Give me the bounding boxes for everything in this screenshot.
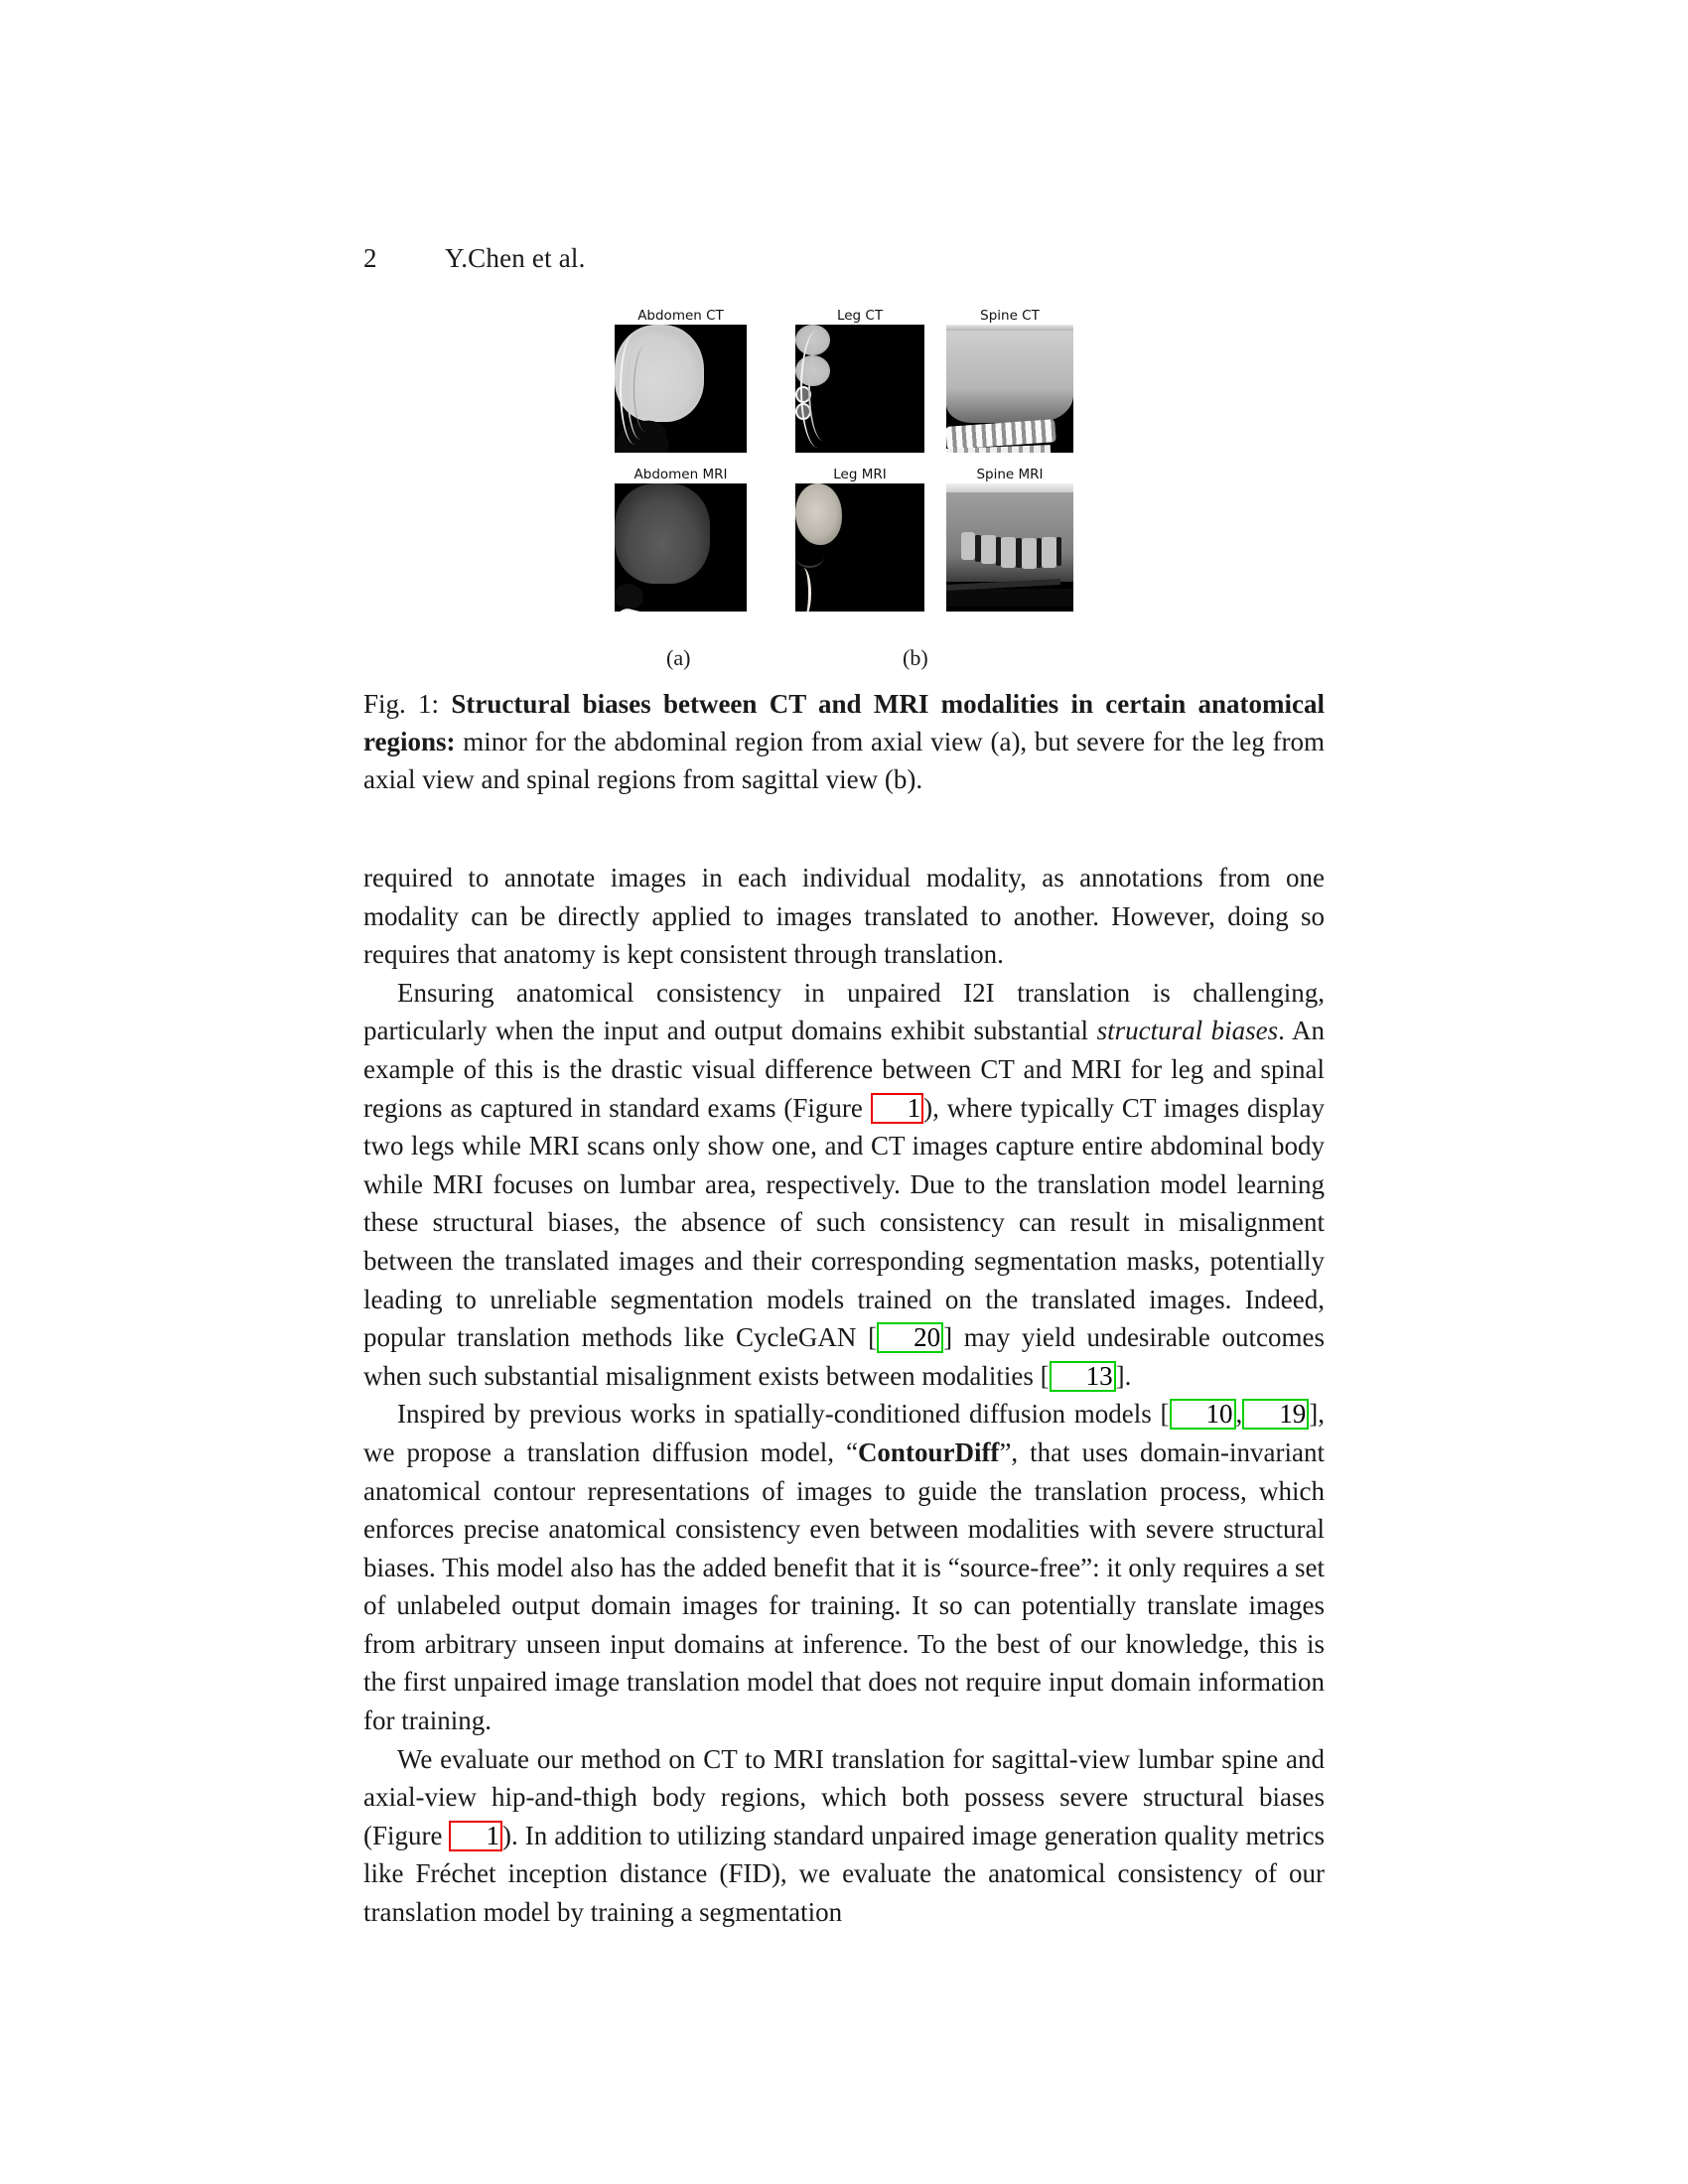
panel-label-abdomen-mri: Abdomen MRI	[633, 467, 728, 482]
paragraph-1	[363, 859, 1325, 974]
panel-label-leg-ct: Leg CT	[836, 308, 884, 324]
paragraph-4-seg1: We evaluate our method on CT to MRI translation for sagittal-view lumbar spine and axial-view hip-and-thigh body regions, which both possess severe structural biases (Figure	[363, 1743, 1325, 1850]
figure-panel-spine-ct	[946, 308, 1073, 453]
citation-bracket-close-3: ]	[1309, 1399, 1319, 1430]
figure-panel-spine-mri	[946, 467, 1073, 612]
paragraph-3	[363, 1395, 1325, 1739]
citation-link-10[interactable]: 10	[1170, 1399, 1236, 1430]
citation-bracket-close: ]	[943, 1322, 953, 1353]
citation-link-13[interactable]: 13	[1050, 1361, 1116, 1392]
figure-panel-leg-mri	[795, 467, 924, 612]
paragraph-3-seg2: , we propose a translation diffusion model, “	[363, 1399, 1325, 1467]
paragraph-2-seg5: .	[1124, 1360, 1132, 1391]
scan-image-spine-mri	[946, 483, 1073, 612]
figure-sublabel-b: (b)	[903, 645, 928, 670]
panel-label-leg-mri: Leg MRI	[833, 467, 887, 482]
figure-1	[363, 308, 1325, 671]
figure-panel-abdomen-ct	[615, 308, 747, 453]
figure-caption	[363, 685, 1325, 798]
paragraph-1-text: required to annotate images in each individual modality, as annotations from one modality can be directly applied to images translated to another. However, doing so requires that anatomy is kept consistent through translation.	[363, 863, 1325, 970]
paragraph-2	[363, 974, 1325, 1396]
figure-caption-number: Fig. 1:	[363, 689, 440, 719]
page-number: 2	[363, 243, 377, 273]
running-title: Y.Chen et al.	[445, 243, 586, 273]
panel-label-abdomen-ct: Abdomen CT	[637, 308, 724, 324]
figure-caption-bold-lead: Structural biases between CT and MRI modalities in certain anatomical regions:	[363, 689, 1325, 756]
scan-image-leg-mri	[795, 483, 924, 612]
figure-image-grid	[615, 308, 1073, 635]
figure-reference-link[interactable]: 1	[871, 1093, 924, 1124]
citation-link-19[interactable]: 19	[1242, 1399, 1309, 1430]
paragraph-2-seg4: may yield undesirable outcomes when such substantial misalignment exists between modalities	[363, 1322, 1326, 1391]
running-header	[363, 243, 586, 274]
citation-bracket-open-3: [	[1160, 1399, 1170, 1430]
figure-reference-link-2[interactable]: 1	[449, 1821, 502, 1851]
scan-image-abdomen-mri	[615, 483, 747, 612]
scan-image-abdomen-ct	[615, 325, 747, 453]
paragraph-2-seg3: ), where typically CT images display two legs while MRI scans only show one, and CT images capture entire abdominal body while MRI focuses on lumbar area, respectively. Due to the translation model learning these structural biases, the absence of such consistency can result in misalignment between the translated images and their corresponding segmentation masks, potentially leading to unreliable segmentation models trained on the translated images. Indeed, popular translation methods like CycleGAN	[363, 1092, 1325, 1353]
figure-caption-rest: minor for the abdominal region from axial view (a), but severe for the leg from axial view and spinal regions from sagittal view (b).	[363, 727, 1325, 794]
body-text	[363, 859, 1325, 1932]
panel-label-spine-mri: Spine MRI	[976, 467, 1044, 482]
paragraph-2-italic-structural-biases: structural biases	[1096, 1016, 1279, 1046]
paragraph-4-seg2: ). In addition to utilizing standard unpaired image generation quality metrics like Fréchet inception distance (FID), we evaluate the anatomical consistency of our translation model by training a segmentation	[363, 1820, 1325, 1928]
figure-sublabels	[615, 645, 1073, 671]
figure-sublabel-a: (a)	[666, 645, 691, 670]
paragraph-4	[363, 1740, 1325, 1932]
citation-bracket-open-2: [	[1040, 1360, 1050, 1391]
paragraph-2-seg2: . An example of this is the drastic visual difference between CT and MRI for leg and spinal regions as captured in standard exams (Figure	[363, 1016, 1325, 1123]
figure-panel-leg-ct	[795, 308, 924, 453]
scan-image-spine-ct	[946, 325, 1073, 453]
citation-bracket-open: [	[868, 1322, 878, 1353]
panel-label-spine-ct: Spine CT	[980, 308, 1040, 324]
citation-bracket-close-2: ]	[1115, 1360, 1125, 1391]
figure-panel-abdomen-mri	[615, 467, 747, 612]
paragraph-2-seg1: Ensuring anatomical consistency in unpaired I2I translation is challenging, particularly when the input and output domains exhibit substantial	[363, 977, 1325, 1046]
paragraph-3-seg1: Inspired by previous works in spatially-conditioned diffusion models	[397, 1399, 1161, 1430]
paragraph-3-seg3: ”, that uses domain-invariant anatomical contour representations of images to guide the translation process, which enforces precise anatomical consistency even between modalities with severe structural biases. This model also has the added benefit that it is “source-free”: it only requires a set of unlabeled output domain images for training. It so can potentially translate images from arbitrary unseen input domains at inference. To the best of our knowledge, this is the first unpaired image translation model that does not require input domain information for training.	[363, 1436, 1325, 1736]
citation-link-20[interactable]: 20	[877, 1322, 943, 1353]
citation-separator: ,	[1235, 1399, 1243, 1430]
scan-image-leg-ct	[795, 325, 924, 453]
model-name-contourdiff: ContourDiff	[857, 1436, 1000, 1467]
